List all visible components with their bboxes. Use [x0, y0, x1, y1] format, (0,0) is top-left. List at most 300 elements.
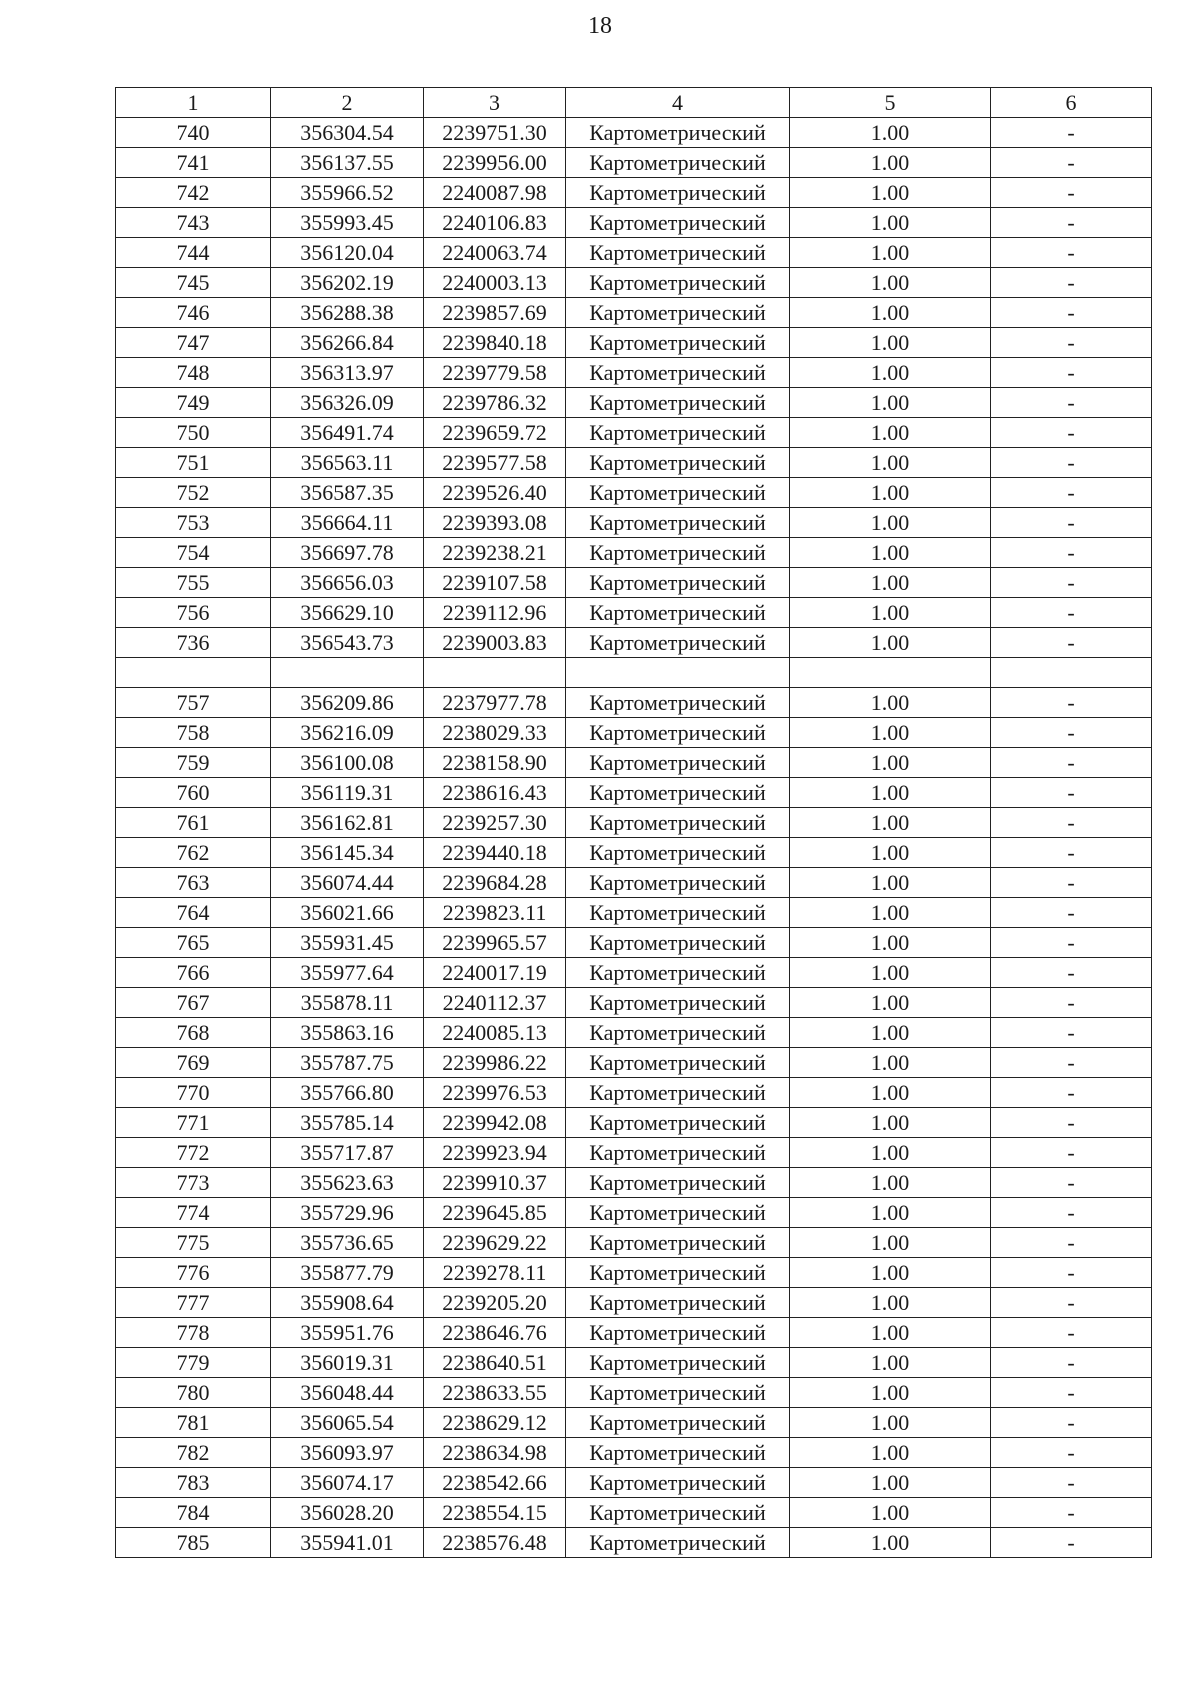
table-row: [116, 1108, 1152, 1138]
description-cell: -: [991, 1228, 1152, 1258]
x-coordinate-cell: 356145.34: [271, 838, 424, 868]
accuracy-cell: 1.00: [790, 898, 991, 928]
y-coordinate-cell: 2238542.66: [424, 1468, 566, 1498]
point-number-cell: 775: [116, 1228, 271, 1258]
method-cell: Картометрический: [566, 1348, 790, 1378]
x-coordinate-cell: 355863.16: [271, 1018, 424, 1048]
description-cell: -: [991, 1498, 1152, 1528]
table-row: [116, 1138, 1152, 1168]
y-coordinate-cell: 2239238.21: [424, 538, 566, 568]
point-number-cell: 761: [116, 808, 271, 838]
point-number-cell: 762: [116, 838, 271, 868]
point-number-cell: 758: [116, 718, 271, 748]
method-cell: Картометрический: [566, 388, 790, 418]
y-coordinate-cell: 2238640.51: [424, 1348, 566, 1378]
x-coordinate-cell: 356119.31: [271, 778, 424, 808]
x-coordinate-cell: 356065.54: [271, 1408, 424, 1438]
description-cell: -: [991, 1198, 1152, 1228]
method-cell: Картометрический: [566, 178, 790, 208]
accuracy-cell: 1.00: [790, 1258, 991, 1288]
accuracy-cell: 1.00: [790, 808, 991, 838]
x-coordinate-cell: 356656.03: [271, 568, 424, 598]
x-coordinate-cell: 356304.54: [271, 118, 424, 148]
y-coordinate-cell: 2239751.30: [424, 118, 566, 148]
method-cell: Картометрический: [566, 268, 790, 298]
y-coordinate-cell: 2240087.98: [424, 178, 566, 208]
x-coordinate-cell: 356266.84: [271, 328, 424, 358]
y-coordinate-cell: 2239786.32: [424, 388, 566, 418]
method-cell: Картометрический: [566, 1468, 790, 1498]
point-number-cell: 768: [116, 1018, 271, 1048]
y-coordinate-cell: 2240112.37: [424, 988, 566, 1018]
table-row: [116, 808, 1152, 838]
table-row: [116, 898, 1152, 928]
method-cell: Картометрический: [566, 208, 790, 238]
accuracy-cell: 1.00: [790, 1048, 991, 1078]
coordinates-table: [115, 87, 1152, 1558]
description-cell: -: [991, 538, 1152, 568]
x-coordinate-cell: 356021.66: [271, 898, 424, 928]
accuracy-cell: 1.00: [790, 748, 991, 778]
method-cell: Картометрический: [566, 1288, 790, 1318]
description-cell: -: [991, 238, 1152, 268]
y-coordinate-cell: 2238554.15: [424, 1498, 566, 1528]
y-coordinate-cell: 2238616.43: [424, 778, 566, 808]
table-row: [116, 358, 1152, 388]
point-number-cell: 767: [116, 988, 271, 1018]
description-cell: -: [991, 448, 1152, 478]
method-cell: Картометрический: [566, 568, 790, 598]
y-coordinate-cell: 2239577.58: [424, 448, 566, 478]
description-cell: -: [991, 178, 1152, 208]
y-coordinate-cell: 2239393.08: [424, 508, 566, 538]
table-row: [116, 448, 1152, 478]
point-number-cell: 741: [116, 148, 271, 178]
point-number-cell: 771: [116, 1108, 271, 1138]
point-number-cell: 770: [116, 1078, 271, 1108]
point-number-cell: 743: [116, 208, 271, 238]
table-row: [116, 478, 1152, 508]
point-number-cell: 755: [116, 568, 271, 598]
method-cell: Картометрический: [566, 538, 790, 568]
table-row: [116, 958, 1152, 988]
point-number-cell: 778: [116, 1318, 271, 1348]
y-coordinate-cell: 2239659.72: [424, 418, 566, 448]
x-coordinate-cell: 356313.97: [271, 358, 424, 388]
point-number-cell: 764: [116, 898, 271, 928]
accuracy-cell: 1.00: [790, 478, 991, 508]
table-header-row: [116, 88, 1152, 118]
page-number: 18: [588, 13, 612, 39]
description-cell: -: [991, 1528, 1152, 1558]
table-row: [116, 1438, 1152, 1468]
point-number-cell: 773: [116, 1168, 271, 1198]
description-cell: -: [991, 1108, 1152, 1138]
x-coordinate-cell: 355766.80: [271, 1078, 424, 1108]
accuracy-cell: 1.00: [790, 868, 991, 898]
y-coordinate-cell: 2239526.40: [424, 478, 566, 508]
accuracy-cell: 1.00: [790, 298, 991, 328]
table-row: [116, 1408, 1152, 1438]
y-coordinate-cell: 2239986.22: [424, 1048, 566, 1078]
x-coordinate-cell: 356100.08: [271, 748, 424, 778]
description-cell: -: [991, 508, 1152, 538]
method-cell: Картометрический: [566, 148, 790, 178]
accuracy-cell: 1.00: [790, 238, 991, 268]
description-cell: -: [991, 148, 1152, 178]
description-cell: -: [991, 988, 1152, 1018]
x-coordinate-cell: 356326.09: [271, 388, 424, 418]
point-number-cell: 740: [116, 118, 271, 148]
point-number-cell: 772: [116, 1138, 271, 1168]
method-cell: Картометрический: [566, 328, 790, 358]
table-row: [116, 1528, 1152, 1558]
method-cell: Картометрический: [566, 418, 790, 448]
description-cell: -: [991, 748, 1152, 778]
y-coordinate-cell: 2238576.48: [424, 1528, 566, 1558]
y-coordinate-cell: 2239645.85: [424, 1198, 566, 1228]
table-row: [116, 988, 1152, 1018]
method-cell: Картометрический: [566, 1168, 790, 1198]
accuracy-cell: 1.00: [790, 1168, 991, 1198]
table-row: [116, 1288, 1152, 1318]
x-coordinate-cell: 356019.31: [271, 1348, 424, 1378]
y-coordinate-cell: 2238158.90: [424, 748, 566, 778]
description-cell: -: [991, 1258, 1152, 1288]
accuracy-cell: 1.00: [790, 358, 991, 388]
y-coordinate-cell: 2239257.30: [424, 808, 566, 838]
accuracy-cell: 1.00: [790, 1528, 991, 1558]
description-cell: -: [991, 1408, 1152, 1438]
table-row: [116, 1258, 1152, 1288]
point-number-cell: 763: [116, 868, 271, 898]
method-cell: Картометрический: [566, 1378, 790, 1408]
method-cell: Картометрический: [566, 1018, 790, 1048]
method-cell: Картометрический: [566, 1108, 790, 1138]
table-row: [116, 388, 1152, 418]
method-cell: Картометрический: [566, 1318, 790, 1348]
method-cell: Картометрический: [566, 688, 790, 718]
accuracy-cell: 1.00: [790, 958, 991, 988]
accuracy-cell: 1.00: [790, 1288, 991, 1318]
accuracy-cell: 1.00: [790, 1138, 991, 1168]
method-cell: Картометрический: [566, 868, 790, 898]
table-body: [116, 118, 1152, 1558]
x-coordinate-cell: 356137.55: [271, 148, 424, 178]
x-coordinate-cell: 355785.14: [271, 1108, 424, 1138]
y-coordinate-cell: 2238629.12: [424, 1408, 566, 1438]
column-header: 3: [424, 88, 566, 118]
accuracy-cell: 1.00: [790, 178, 991, 208]
table-row: [116, 1468, 1152, 1498]
description-cell: -: [991, 1378, 1152, 1408]
x-coordinate-cell: 355908.64: [271, 1288, 424, 1318]
description-cell: -: [991, 778, 1152, 808]
table-row: [116, 148, 1152, 178]
y-coordinate-cell: [424, 658, 566, 688]
table-row: [116, 1198, 1152, 1228]
y-coordinate-cell: 2240003.13: [424, 268, 566, 298]
point-number-cell: 752: [116, 478, 271, 508]
accuracy-cell: 1.00: [790, 1378, 991, 1408]
description-cell: -: [991, 628, 1152, 658]
y-coordinate-cell: 2238646.76: [424, 1318, 566, 1348]
y-coordinate-cell: 2239965.57: [424, 928, 566, 958]
method-cell: Картометрический: [566, 1528, 790, 1558]
method-cell: Картометрический: [566, 298, 790, 328]
y-coordinate-cell: 2239278.11: [424, 1258, 566, 1288]
method-cell: Картометрический: [566, 238, 790, 268]
table-row: [116, 1078, 1152, 1108]
y-coordinate-cell: 2239976.53: [424, 1078, 566, 1108]
y-coordinate-cell: 2239112.96: [424, 598, 566, 628]
x-coordinate-cell: 356697.78: [271, 538, 424, 568]
description-cell: -: [991, 418, 1152, 448]
point-number-cell: 748: [116, 358, 271, 388]
accuracy-cell: 1.00: [790, 118, 991, 148]
point-number-cell: 766: [116, 958, 271, 988]
accuracy-cell: 1.00: [790, 1228, 991, 1258]
x-coordinate-cell: 355717.87: [271, 1138, 424, 1168]
description-cell: -: [991, 838, 1152, 868]
y-coordinate-cell: 2240106.83: [424, 208, 566, 238]
x-coordinate-cell: 356093.97: [271, 1438, 424, 1468]
table-row: [116, 1378, 1152, 1408]
description-cell: -: [991, 298, 1152, 328]
method-cell: Картометрический: [566, 838, 790, 868]
accuracy-cell: 1.00: [790, 328, 991, 358]
point-number-cell: 747: [116, 328, 271, 358]
x-coordinate-cell: 356074.44: [271, 868, 424, 898]
accuracy-cell: 1.00: [790, 1018, 991, 1048]
accuracy-cell: 1.00: [790, 1108, 991, 1138]
accuracy-cell: 1.00: [790, 418, 991, 448]
accuracy-cell: 1.00: [790, 1318, 991, 1348]
point-number-cell: 746: [116, 298, 271, 328]
x-coordinate-cell: 355736.65: [271, 1228, 424, 1258]
description-cell: -: [991, 568, 1152, 598]
y-coordinate-cell: 2239956.00: [424, 148, 566, 178]
method-cell: [566, 658, 790, 688]
description-cell: -: [991, 598, 1152, 628]
table-row: [116, 568, 1152, 598]
description-cell: -: [991, 478, 1152, 508]
y-coordinate-cell: 2237977.78: [424, 688, 566, 718]
accuracy-cell: 1.00: [790, 448, 991, 478]
y-coordinate-cell: 2238634.98: [424, 1438, 566, 1468]
x-coordinate-cell: 356664.11: [271, 508, 424, 538]
column-header: 6: [991, 88, 1152, 118]
accuracy-cell: 1.00: [790, 1078, 991, 1108]
description-cell: -: [991, 1048, 1152, 1078]
y-coordinate-cell: 2239629.22: [424, 1228, 566, 1258]
point-number-cell: 765: [116, 928, 271, 958]
point-number-cell: 760: [116, 778, 271, 808]
x-coordinate-cell: 356543.73: [271, 628, 424, 658]
point-number-cell: 785: [116, 1528, 271, 1558]
description-cell: -: [991, 718, 1152, 748]
method-cell: Картометрический: [566, 1408, 790, 1438]
point-number-cell: [116, 658, 271, 688]
accuracy-cell: 1.00: [790, 1438, 991, 1468]
point-number-cell: 781: [116, 1408, 271, 1438]
x-coordinate-cell: 355623.63: [271, 1168, 424, 1198]
description-cell: -: [991, 1348, 1152, 1378]
method-cell: Картометрический: [566, 118, 790, 148]
y-coordinate-cell: 2239003.83: [424, 628, 566, 658]
table-row: [116, 1498, 1152, 1528]
description-cell: -: [991, 808, 1152, 838]
table-row: [116, 208, 1152, 238]
x-coordinate-cell: 356587.35: [271, 478, 424, 508]
accuracy-cell: 1.00: [790, 928, 991, 958]
method-cell: Картометрический: [566, 508, 790, 538]
description-cell: -: [991, 328, 1152, 358]
accuracy-cell: [790, 658, 991, 688]
accuracy-cell: 1.00: [790, 718, 991, 748]
table-row: [116, 538, 1152, 568]
y-coordinate-cell: 2238029.33: [424, 718, 566, 748]
x-coordinate-cell: 356288.38: [271, 298, 424, 328]
accuracy-cell: 1.00: [790, 628, 991, 658]
x-coordinate-cell: 356216.09: [271, 718, 424, 748]
table-row: [116, 1168, 1152, 1198]
method-cell: Картометрический: [566, 988, 790, 1018]
column-header: 5: [790, 88, 991, 118]
method-cell: Картометрический: [566, 958, 790, 988]
x-coordinate-cell: 356491.74: [271, 418, 424, 448]
point-number-cell: 769: [116, 1048, 271, 1078]
table-row: [116, 328, 1152, 358]
point-number-cell: 783: [116, 1468, 271, 1498]
y-coordinate-cell: 2239823.11: [424, 898, 566, 928]
accuracy-cell: 1.00: [790, 1468, 991, 1498]
table-row: [116, 718, 1152, 748]
x-coordinate-cell: 355993.45: [271, 208, 424, 238]
y-coordinate-cell: 2239779.58: [424, 358, 566, 388]
table-row: [116, 748, 1152, 778]
x-coordinate-cell: 355931.45: [271, 928, 424, 958]
table-row: [116, 838, 1152, 868]
table-row: [116, 1228, 1152, 1258]
accuracy-cell: 1.00: [790, 568, 991, 598]
method-cell: Картометрический: [566, 1258, 790, 1288]
table-row: [116, 238, 1152, 268]
x-coordinate-cell: [271, 658, 424, 688]
table-row: [116, 298, 1152, 328]
description-cell: -: [991, 1078, 1152, 1108]
x-coordinate-cell: 356629.10: [271, 598, 424, 628]
point-number-cell: 774: [116, 1198, 271, 1228]
y-coordinate-cell: 2240063.74: [424, 238, 566, 268]
method-cell: Картометрический: [566, 1198, 790, 1228]
accuracy-cell: 1.00: [790, 268, 991, 298]
accuracy-cell: 1.00: [790, 838, 991, 868]
table-row: [116, 688, 1152, 718]
y-coordinate-cell: 2239857.69: [424, 298, 566, 328]
description-cell: -: [991, 898, 1152, 928]
accuracy-cell: 1.00: [790, 778, 991, 808]
description-cell: -: [991, 1168, 1152, 1198]
point-number-cell: 754: [116, 538, 271, 568]
description-cell: -: [991, 928, 1152, 958]
description-cell: -: [991, 1288, 1152, 1318]
column-header: 1: [116, 88, 271, 118]
y-coordinate-cell: 2239440.18: [424, 838, 566, 868]
method-cell: Картометрический: [566, 1078, 790, 1108]
description-cell: -: [991, 1138, 1152, 1168]
accuracy-cell: 1.00: [790, 1348, 991, 1378]
accuracy-cell: 1.00: [790, 1408, 991, 1438]
description-cell: -: [991, 388, 1152, 418]
table-row: [116, 1318, 1152, 1348]
y-coordinate-cell: 2240085.13: [424, 1018, 566, 1048]
description-cell: -: [991, 1018, 1152, 1048]
description-cell: -: [991, 118, 1152, 148]
point-number-cell: 750: [116, 418, 271, 448]
point-number-cell: 777: [116, 1288, 271, 1318]
table-row: [116, 1018, 1152, 1048]
accuracy-cell: 1.00: [790, 388, 991, 418]
x-coordinate-cell: 356209.86: [271, 688, 424, 718]
point-number-cell: 749: [116, 388, 271, 418]
x-coordinate-cell: 355787.75: [271, 1048, 424, 1078]
table-row: [116, 508, 1152, 538]
method-cell: Картометрический: [566, 1498, 790, 1528]
y-coordinate-cell: 2239910.37: [424, 1168, 566, 1198]
method-cell: Картометрический: [566, 358, 790, 388]
accuracy-cell: 1.00: [790, 148, 991, 178]
x-coordinate-cell: 356048.44: [271, 1378, 424, 1408]
table-row: [116, 628, 1152, 658]
table-gap-row: [116, 658, 1152, 688]
y-coordinate-cell: 2239205.20: [424, 1288, 566, 1318]
method-cell: Картометрический: [566, 1228, 790, 1258]
point-number-cell: 751: [116, 448, 271, 478]
point-number-cell: 784: [116, 1498, 271, 1528]
accuracy-cell: 1.00: [790, 688, 991, 718]
table-row: [116, 178, 1152, 208]
accuracy-cell: 1.00: [790, 538, 991, 568]
x-coordinate-cell: 356162.81: [271, 808, 424, 838]
accuracy-cell: 1.00: [790, 1498, 991, 1528]
x-coordinate-cell: 355951.76: [271, 1318, 424, 1348]
method-cell: Картометрический: [566, 1138, 790, 1168]
method-cell: Картометрический: [566, 478, 790, 508]
method-cell: Картометрический: [566, 628, 790, 658]
x-coordinate-cell: 356202.19: [271, 268, 424, 298]
x-coordinate-cell: 356074.17: [271, 1468, 424, 1498]
point-number-cell: 736: [116, 628, 271, 658]
y-coordinate-cell: 2239840.18: [424, 328, 566, 358]
column-header: 4: [566, 88, 790, 118]
method-cell: Картометрический: [566, 1438, 790, 1468]
x-coordinate-cell: 356028.20: [271, 1498, 424, 1528]
table-row: [116, 118, 1152, 148]
point-number-cell: 757: [116, 688, 271, 718]
method-cell: Картометрический: [566, 898, 790, 928]
point-number-cell: 759: [116, 748, 271, 778]
method-cell: Картометрический: [566, 778, 790, 808]
method-cell: Картометрический: [566, 1048, 790, 1078]
table-row: [116, 1048, 1152, 1078]
description-cell: [991, 658, 1152, 688]
point-number-cell: 779: [116, 1348, 271, 1378]
description-cell: -: [991, 1318, 1152, 1348]
point-number-cell: 756: [116, 598, 271, 628]
y-coordinate-cell: 2240017.19: [424, 958, 566, 988]
x-coordinate-cell: 355729.96: [271, 1198, 424, 1228]
